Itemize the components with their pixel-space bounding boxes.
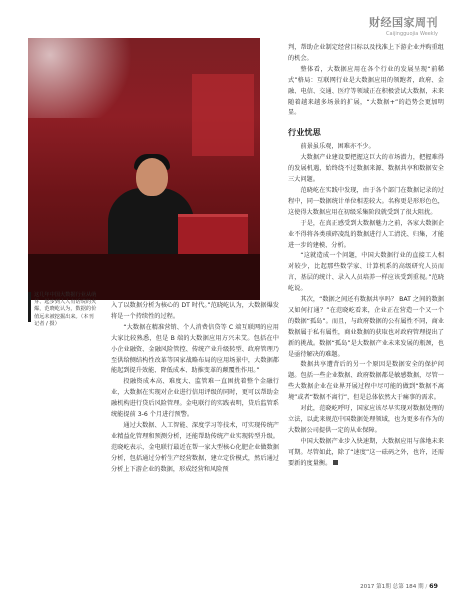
issue-info: 2017 第1期 总第 184 期 [360,584,424,590]
paragraph: 对此，范晓屹呼吁，国家应该尽早实现对数据处理的立法，以此来规范中国数据处理领域，也为更多有作为的大数据公司提供一定的从业保障。 [288,405,444,434]
final-paragraph-text: 中国大数据产业步入快速期，大数据应用与落地未来可期。尽管如此，除了“速度”这一砝码之外，也许，还需要新的度量衡。 [288,437,444,467]
right-text-column [288,43,444,470]
paragraph: 前景虽乐观，困难亦不少。 [300,143,375,151]
paragraph [288,437,444,470]
end-of-article-mark [333,460,338,465]
magazine-name: 财经国家周刊 [369,16,438,29]
section-heading: 行业忧思 [288,127,321,138]
speaker-photo [28,38,260,300]
speaker-head [136,158,168,196]
page-number: 69 [429,582,438,590]
paragraph: 其次，“数据之间还有数据共享吗？ BAT 之间的数据又如何打通？”在范晓屹看来，企业正在营造一个又一个的数据“孤岛”。而且，与政府数据的公有属性不同，商业数据属于私有属性，商业数据的获取也对政府管理提出了新的挑战。数据“孤岛”是大数据产业未来发展的瓶颈，也是亟待解决的难题。 [288,296,444,358]
magazine-subtitle: Caijingguojia Weekly [386,31,438,37]
paragraph: 通过大数据、人工智能、深度学习等技术，可实现传统产业精益化管理和预测分析，还能帮助传统产业实现转型升级。范晓屹表示，金电联行最近在帮一家大型核心化肥企业做数据分析，包括通过分析生产经营数据，建立定价模式，然后通过分析上下游企业的数据，形成经营和风险预 [111,421,279,473]
stage-light [28,38,148,118]
footer-separator: / [425,584,430,590]
paragraph: 投融资成本高、难度大、监管难一直困扰着整个金融行业，大数据在实现对企业进行信用评级的同时，更可以帮助金融机构进行贷后风险管理。金电联行的实践表明，贷后监管系统能提前 3-6 个月进行预警。 [111,378,279,419]
left-text-column [111,301,279,476]
paragraph: 判，帮助企业制定经营目标以及找准上下游企业并购重组的机会。 [288,44,444,62]
paragraph: “大数据在精准营销、个人消费信贷等 C 端互联网的应用大家比较熟悉，但是 B 端的大数据应用方兴未艾。包括在中小企业融资、金融风险管控、传统产业升级转型、政府管理乃至供给侧结构性改革等国家战略布局的应用场景中，大数据都能起到提升效能、降低成本、助推变革的颠覆性作用。” [111,323,279,375]
paragraph: 入了以数据分析为核心的 DT 时代。”范晓屹认为，大数据爆发将是一个持续性的过程。 [111,302,279,320]
paragraph: 整体看，大数据应用在各个行业的发展呈现“前稀式”格局：互联网行业是大数据应用的领跑者，政府、金融、电信、交通、医疗等领域正在积极尝试大数据，未来随着越来越多场景的扩展，“大数据+”的趋势会更加明显。 [288,65,444,117]
caption-marker [28,292,31,322]
page-footer [360,582,438,590]
paragraph: 于是，在真正感受到大数据魅力之前，各家大数据企业不得将各类琐碎凌乱的数据进行人工清洗、归集，才能进一步的建模、分析。 [288,219,444,249]
photo-caption: 这几年中国大数据行业从萌芽、起步到人人有话说的火爆，范晓屹认为，数据的价值远未被挖掘出来。（本刊记者 / 摄） [34,292,97,327]
background-screen [192,74,254,156]
paragraph: 数据共享遭背后的另一个原因是数据安全的保护问题。包括一些企业数据、政府数据都是敏感数据，尽管一些大数据企业在业界开展过程中尽可能的做到“数据不离境”或者“数据不离行”，但是总体依然大于痛事的需求。 [288,361,444,402]
paragraph: 范晓屹在实践中发现，由于各个部门在数据记录的过程中，同一数据统计单位相差较大。名称更是形形色色，这使得大数据应用在初级采集阶段就受到了很大阻扰。 [288,186,444,216]
paragraph: “这就造成一个问题，中国大数据行业的直接工人相对较少，比起那些数学家、计算机系的高级研究人员而言，基层的统计、录入人员培养一样应该受到重视。”范晓屹说。 [288,252,444,293]
magazine-logo [369,14,438,37]
paragraph: 大数据产业建设要把握这巨大的市场潜力，把握难得的发展机遇，始终绕不过数据来源、数据共享和数据安全三大问题。 [288,154,444,184]
